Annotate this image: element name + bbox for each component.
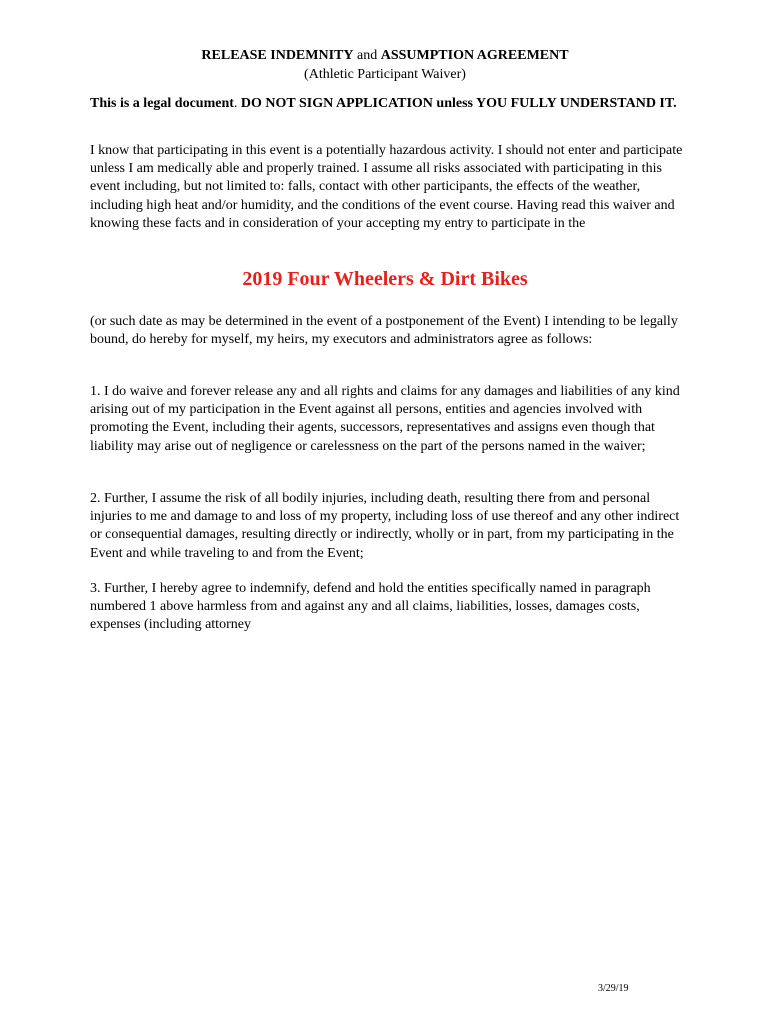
- warning-do-not-sign: DO NOT SIGN APPLICATION unless YOU FULLY UNDERSTAND IT.: [240, 96, 677, 111]
- title-release-indemnity: RELEASE INDEMNITY: [201, 48, 354, 63]
- title-assumption-agreement: ASSUMPTION AGREEMENT: [380, 48, 569, 63]
- legal-warning: [90, 95, 690, 113]
- intro-paragraph: I know that participating in this event is a potentially hazardous activity. I should not enter and participate unless I am medically able and properly trained. I assume all risks associated with participating in this event including, but not limited to: falls, contact with other participants, the effects of the weather, including high heat and/or humidity, and the conditions of the event course. Having read this waiver and knowing these facts and in consideration of your accepting my entry to participate in the: [90, 143, 683, 231]
- clause-2-paragraph: 2. Further, I assume the risk of all bodily injuries, including death, resulting there from and personal injuries to me and damage to and loss of my property, including loss of use thereof and any other indirect or consequential damages, resulting directly or indirectly, wholly or in part, from my participating in the Event and while traveling to and from the Event;: [90, 491, 680, 561]
- warning-legal-document: This is a legal document: [90, 96, 234, 111]
- title-connector: and: [353, 48, 381, 63]
- postponement-paragraph: (or such date as may be determined in the event of a postponement of the Event) I intending to be legally bound, do hereby for myself, my heirs, my executors and administrators agree as follows:: [90, 314, 678, 348]
- event-title: 2019 Four Wheelers & Dirt Bikes: [242, 268, 528, 290]
- clause-1-paragraph: 1. I do waive and forever release any and all rights and claims for any damages and liabilities of any kind arising out of my participation in the Event against all persons, entities and agencies involved with promoting the Event, including their agents, successors, representatives and assigns even though that liability may arise out of negligence or carelessness on the part of the persons named in the waiver;: [90, 384, 680, 454]
- document-title: [0, 46, 770, 65]
- document-subtitle: (Athletic Participant Waiver): [304, 67, 466, 82]
- warning-separator: .: [233, 96, 241, 111]
- footer-date: 3/29/19: [598, 983, 629, 994]
- clause-3-paragraph: 3. Further, I hereby agree to indemnify, defend and hold the entities specifically named in paragraph numbered 1 above harmless from and against any and all claims, liabilities, losses, damages costs, expenses (including attorney: [90, 581, 651, 633]
